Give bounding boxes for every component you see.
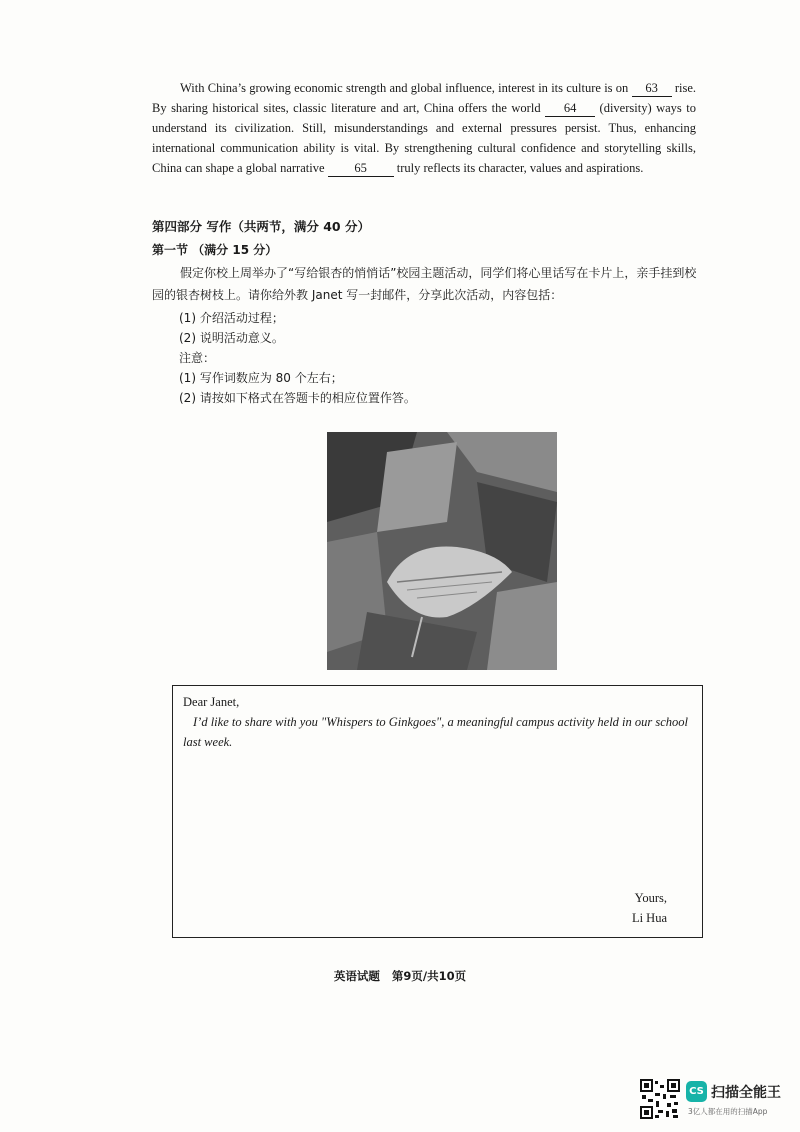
- letter-closing: Yours,: [634, 891, 667, 905]
- passage-text-3: (diversity) ways to understand its civilization. Still, misunderstandings and external pressures persist. Thus, enhancing international communication ability is vital. By strengthening cultural confidence and storytelling skills, China can shape a global narrative: [152, 101, 696, 175]
- letter-opening: I’d like to share with you "Whispers to Ginkgoes", a meaningful campus activity held in our school last week.: [183, 715, 689, 749]
- section-one-title: 第一节 （满分 15 分）: [152, 243, 278, 257]
- part-four-title: 第四部分 写作（共两节，满分 40 分）: [152, 219, 370, 234]
- watermark-tagline: 3亿人都在用的扫描App: [688, 1107, 768, 1116]
- qr-code-icon: [640, 1079, 680, 1119]
- passage-text-2: rise. By sharing historical sites, classic literature and art, China offers the world: [152, 81, 697, 115]
- letter-greeting: Dear Janet,: [183, 695, 240, 709]
- watermark-app-name: 扫描全能王: [711, 1085, 781, 1101]
- blank-65: 65: [328, 161, 394, 177]
- footer-page-number: 第9页/共10页: [391, 969, 467, 983]
- ginkgo-leaf-photo: [327, 432, 557, 670]
- task-item-1: (1) 介绍活动过程；: [179, 311, 284, 325]
- letter-template-box: [172, 685, 703, 938]
- blank-64: 64: [545, 101, 595, 117]
- footer-subject: 英语试题: [333, 969, 380, 983]
- blank-63: 63: [632, 81, 672, 97]
- notice-label: 注意：: [179, 351, 216, 365]
- note-2: (2) 请按如下格式在答题卡的相应位置作答。: [179, 391, 416, 405]
- passage-text-4: truly reflects its character, values and aspirations.: [396, 161, 644, 175]
- passage: [152, 78, 696, 178]
- page-footer: [0, 968, 800, 984]
- camscanner-logo-icon: CS: [686, 1081, 707, 1102]
- letter-signature: Li Hua: [631, 911, 667, 925]
- passage-text-1: With China’s growing economic strength and global influence, interest in its culture is on: [180, 81, 629, 95]
- task-item-2: (2) 说明活动意义。: [179, 331, 284, 345]
- note-1: (1) 写作词数应为 80 个左右；: [179, 371, 343, 385]
- writing-task: 假定你校上周举办了“写给银杏的悄悄话”校园主题活动，同学们将心里话写在卡片上，亲手挂到校园的银杏树枝上。请你给外教 Janet 写一封邮件，分享此次活动，内容包括：: [152, 266, 697, 302]
